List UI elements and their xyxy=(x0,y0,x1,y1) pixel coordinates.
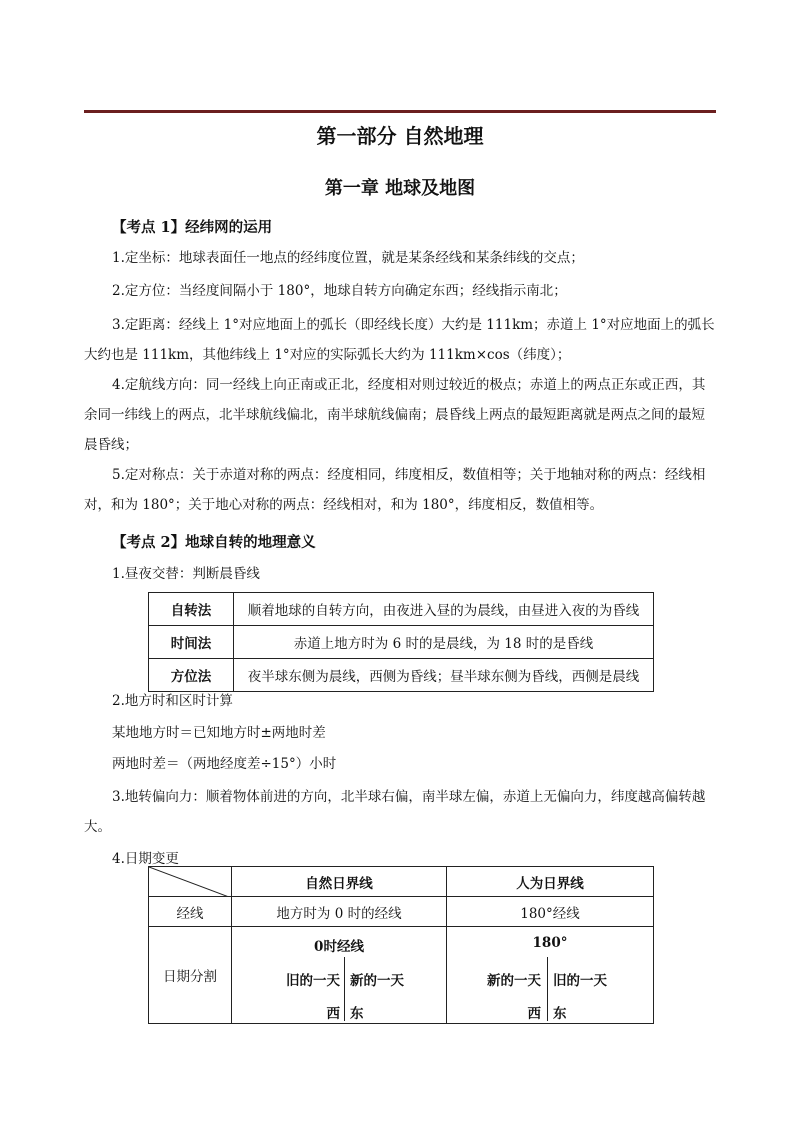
left-day-label: 旧的一天 xyxy=(286,973,340,989)
table-row xyxy=(149,593,654,626)
right-day-label: 新的一天 xyxy=(350,973,404,989)
paragraph-1: 1.定坐标：地球表面任一地点的经纬度位置，就是某条经线和某条纬线的交点； xyxy=(112,250,584,266)
table-cell: 地方时为 0 时的经线 xyxy=(232,897,447,927)
subheading-2: 2.地方时和区时计算 xyxy=(112,693,233,709)
left-day-label: 新的一天 xyxy=(487,973,541,989)
paragraph-5: 5.定对称点：关于赤道对称的两点：经度相同，纬度相反，数值相等；关于地轴对称的两点：经线相对，和为 180°；关于地心对称的两点：经线相对，和为 180°，纬度相反，数值相等。 xyxy=(84,467,706,513)
column-header: 人为日界线 xyxy=(447,867,654,897)
meridian-line xyxy=(547,957,548,1021)
table-row xyxy=(149,626,654,659)
subheading-4: 4.日期变更 xyxy=(112,851,179,867)
table-cell-value: 赤道上地方时为 6 时的是晨线，为 18 时的是昏线 xyxy=(234,626,654,659)
split-title: 0时经线 xyxy=(314,939,364,955)
table-cell: 180°经线 xyxy=(447,897,654,927)
row-label: 日期分割 xyxy=(149,927,232,1024)
diagonal-line xyxy=(149,867,229,897)
section-heading-1: 【考点 1】经纬网的运用 xyxy=(112,219,273,236)
artificial-date-split xyxy=(447,927,654,1024)
table-cell-value: 顺着地球的自转方向，由夜进入昼的为晨线，由昼进入夜的为昏线 xyxy=(234,593,654,626)
table-cell-label: 时间法 xyxy=(149,626,234,659)
paragraph-4: 4.定航线方向：同一经线上向正南或正北，经度相对则过较近的极点；赤道上的两点正东或正西，其余同一纬线上的两点，北半球航线偏北，南半球航线偏南；晨昏线上两点的最短距离就是两点之间的最短晨昏线； xyxy=(84,377,706,453)
paragraph-2: 2.定方位：当经度间隔小于 180°，地球自转方向确定东西；经线指示南北； xyxy=(112,283,567,299)
west-label: 西 xyxy=(527,1006,541,1022)
diagonal-header-cell xyxy=(149,867,232,897)
table-cell-value: 夜半球东侧为晨线，西侧为昏线；昼半球东侧为昏线，西侧是晨线 xyxy=(234,659,654,692)
row-label: 经线 xyxy=(149,897,232,927)
chapter-title: 第一章 地球及地图 xyxy=(324,178,476,199)
table-cell-label: 自转法 xyxy=(149,593,234,626)
section-heading-2: 【考点 2】地球自转的地理意义 xyxy=(112,534,316,551)
table-row xyxy=(149,897,654,927)
natural-date-split xyxy=(232,927,447,1024)
table-cell-label: 方位法 xyxy=(149,659,234,692)
terminator-table xyxy=(148,592,654,692)
subheading-3: 3.地转偏向力：顺着物体前进的方向，北半球右偏，南半球左偏，赤道上无偏向力，纬度越高偏转越大。 xyxy=(84,789,706,835)
formula-1: 某地地方时＝已知地方时±两地时差 xyxy=(112,725,326,741)
split-title: 180° xyxy=(532,935,568,951)
meridian-line xyxy=(344,957,345,1021)
column-header: 自然日界线 xyxy=(232,867,447,897)
paragraph-3: 3.定距离：经线上 1°对应地面上的弧长（即经线长度）大约是 111km；赤道上 1°对应地面上的弧长大约也是 111km，其他纬线上 1°对应的实际弧长大约为 111km×cos（纬度）； xyxy=(84,317,715,363)
west-label: 西 xyxy=(326,1006,340,1022)
east-label: 东 xyxy=(350,1006,364,1022)
east-label: 东 xyxy=(553,1006,567,1022)
formula-2: 两地时差＝（两地经度差÷15°）小时 xyxy=(112,756,337,772)
date-line-table xyxy=(148,866,654,1024)
right-day-label: 旧的一天 xyxy=(553,973,607,989)
table-row xyxy=(149,867,654,897)
part-title: 第一部分 自然地理 xyxy=(316,124,484,148)
header-rule xyxy=(84,110,716,113)
subheading-1: 1.昼夜交替：判断晨昏线 xyxy=(112,566,260,582)
table-row xyxy=(149,927,654,1024)
